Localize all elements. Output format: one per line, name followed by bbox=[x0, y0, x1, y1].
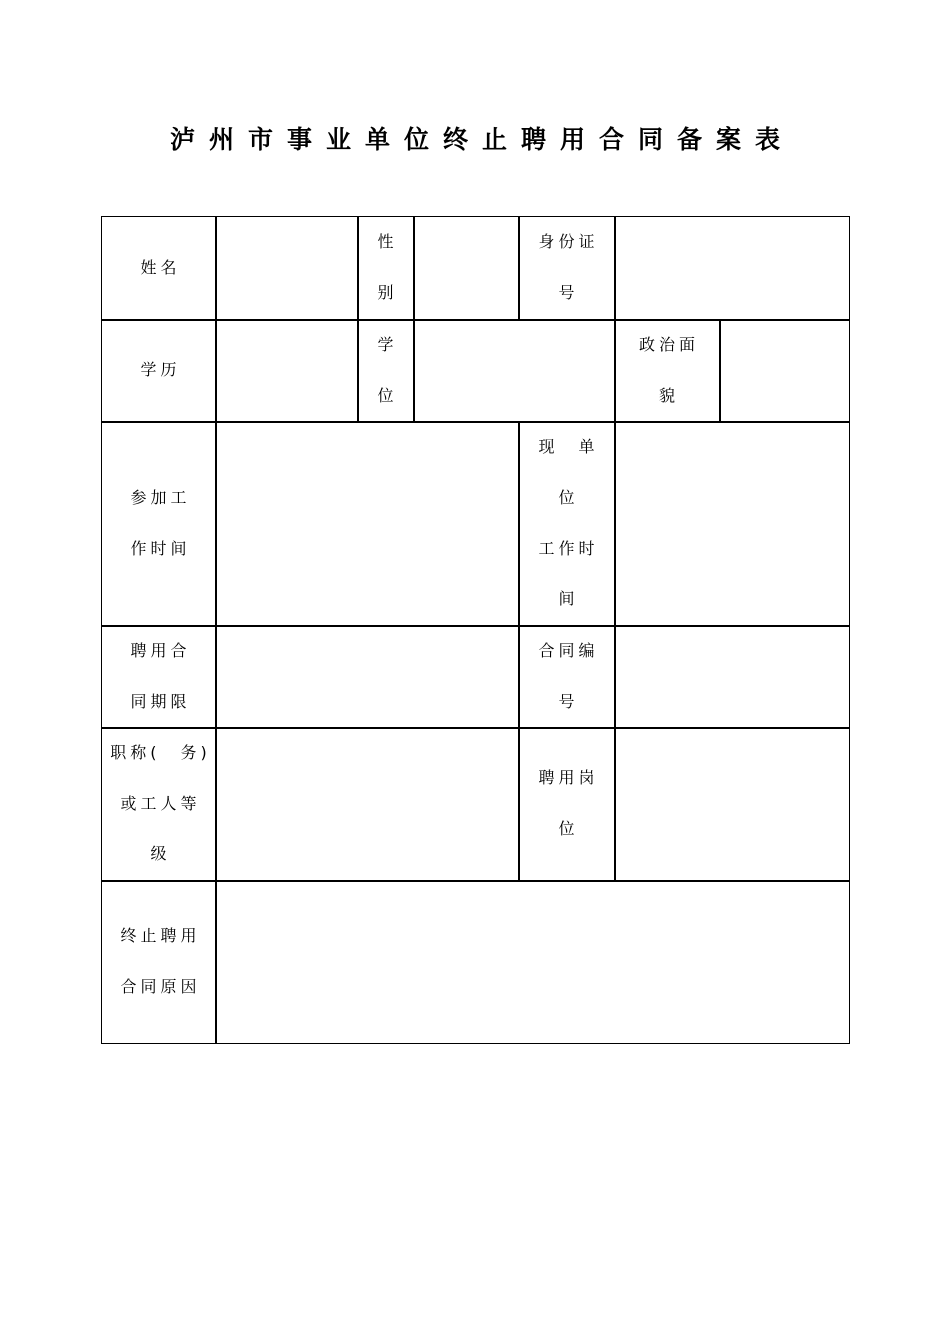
political-status-field[interactable] bbox=[720, 320, 849, 421]
education-label: 学历 bbox=[140, 360, 181, 380]
current-unit-label: 现 单 位 工作时 间 bbox=[538, 436, 599, 609]
contract-number-label: 合同编 号 bbox=[538, 640, 599, 711]
post-field[interactable] bbox=[615, 728, 849, 880]
termination-reason-field[interactable] bbox=[216, 881, 849, 1043]
title-grade-field[interactable] bbox=[216, 728, 518, 880]
gender-field[interactable] bbox=[414, 217, 518, 319]
political-status-label: 政治面 貌 bbox=[638, 334, 699, 405]
contract-term-label: 聘用合 同期限 bbox=[130, 640, 191, 711]
degree-field[interactable] bbox=[414, 320, 614, 421]
name-label: 姓名 bbox=[140, 257, 181, 277]
title-grade-label: 职称( 务) 或工人等 级 bbox=[110, 742, 211, 864]
id-field[interactable] bbox=[615, 217, 849, 319]
filing-form-table bbox=[101, 216, 850, 1044]
degree-label: 学 位 bbox=[377, 334, 398, 405]
gender-label: 性 别 bbox=[377, 232, 398, 302]
work-start-label: 参加工 作时间 bbox=[130, 487, 191, 558]
contract-term-field[interactable] bbox=[216, 626, 518, 727]
current-unit-field[interactable] bbox=[615, 422, 849, 625]
termination-reason-label: 终止聘用 合同原因 bbox=[120, 926, 201, 996]
contract-number-field[interactable] bbox=[615, 626, 849, 727]
work-start-field[interactable] bbox=[216, 422, 518, 625]
name-field[interactable] bbox=[216, 217, 357, 319]
page-title: 泸州市事业单位终止聘用合同备案表 bbox=[169, 125, 794, 154]
education-field[interactable] bbox=[216, 320, 357, 421]
id-label: 身份证 号 bbox=[538, 232, 599, 302]
post-label: 聘用岗 位 bbox=[538, 768, 599, 838]
